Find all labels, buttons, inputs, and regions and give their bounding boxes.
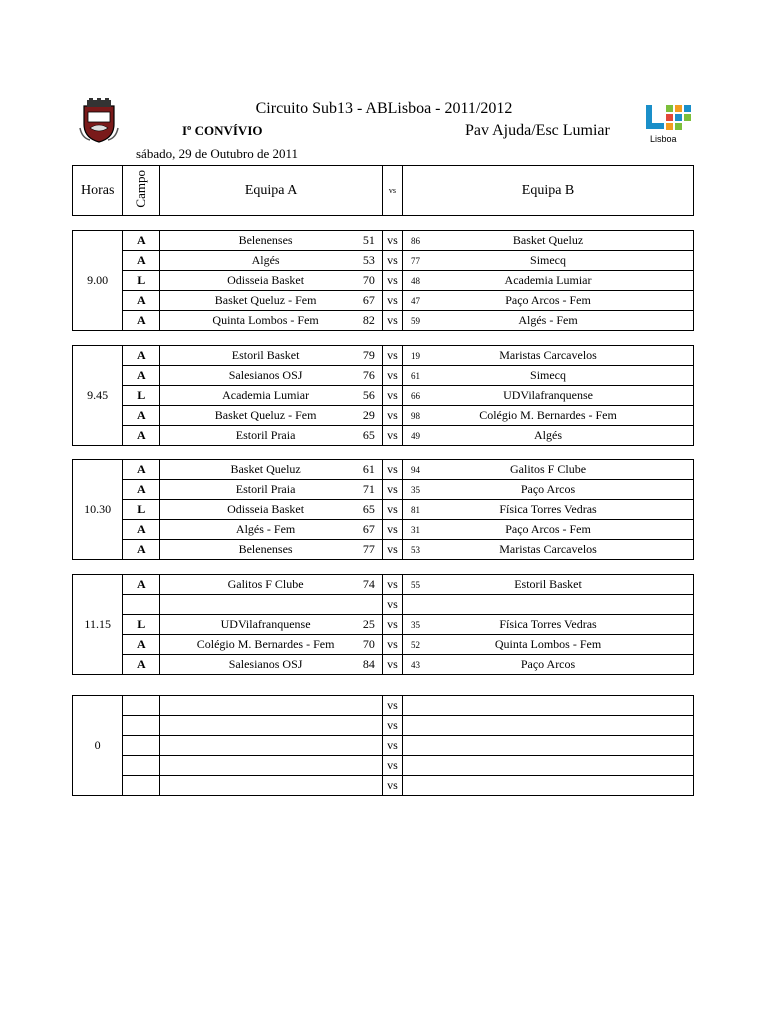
team-b-cell	[403, 251, 694, 271]
game-row	[73, 291, 694, 311]
game-row	[73, 716, 694, 736]
vs-cell: vs	[382, 500, 402, 520]
campo-cell: A	[123, 460, 160, 480]
team-b-cell	[403, 460, 694, 480]
team-b-score: 77	[411, 255, 421, 266]
vs-cell: vs	[382, 696, 402, 716]
team-a-name: Salesianos OSJ	[228, 657, 303, 671]
team-a-cell	[160, 635, 383, 655]
team-b-cell	[403, 615, 694, 635]
campo-cell: A	[123, 251, 160, 271]
campo-cell: A	[123, 426, 160, 446]
team-a-cell	[160, 251, 383, 271]
team-a-cell	[160, 406, 383, 426]
campo-cell: A	[123, 540, 160, 560]
team-a-name: Odisseia Basket	[227, 273, 305, 287]
team-b-name: Algés - Fem	[518, 313, 578, 327]
campo-cell: A	[123, 635, 160, 655]
team-a-cell	[160, 500, 383, 520]
team-b-name: Física Torres Vedras	[499, 617, 597, 631]
team-b-cell	[403, 426, 694, 446]
vs-cell: vs	[382, 480, 402, 500]
team-a-name: Galitos F Clube	[227, 577, 304, 591]
time-cell: 10.30	[73, 460, 123, 560]
game-row	[73, 575, 694, 595]
team-a-name: Algés	[251, 253, 280, 267]
campo-cell: A	[123, 291, 160, 311]
vs-cell: vs	[382, 520, 402, 540]
team-b-cell	[403, 655, 694, 675]
team-b-score: 31	[411, 524, 421, 535]
vs-cell: vs	[382, 386, 402, 406]
campo-cell: A	[123, 655, 160, 675]
game-row	[73, 520, 694, 540]
time-block-1	[72, 345, 694, 446]
team-a-cell	[160, 575, 383, 595]
team-b-cell	[403, 696, 694, 716]
team-a-cell	[160, 655, 383, 675]
team-a-score: 76	[362, 368, 375, 382]
team-b-cell	[403, 366, 694, 386]
team-a-name: Academia Lumiar	[222, 388, 310, 402]
team-a-cell	[160, 366, 383, 386]
team-a-score: 82	[362, 313, 375, 327]
team-a-cell	[160, 696, 383, 716]
team-b-name: Maristas Carcavelos	[499, 348, 597, 362]
game-row	[73, 756, 694, 776]
team-b-name: Paço Arcos - Fem	[505, 522, 591, 536]
game-row	[73, 406, 694, 426]
team-a-name: Salesianos OSJ	[228, 368, 303, 382]
campo-cell	[123, 776, 160, 796]
team-b-cell	[403, 540, 694, 560]
header-vs: vs	[382, 166, 402, 216]
team-a-name: Belenenses	[238, 233, 293, 247]
column-header-table	[72, 165, 694, 216]
team-b-score: 86	[411, 235, 421, 246]
vs-cell: vs	[382, 635, 402, 655]
team-b-name: Paço Arcos	[520, 657, 576, 671]
team-b-score: 47	[411, 295, 421, 306]
event-date: sábado, 29 de Outubro de 2011	[136, 146, 298, 161]
team-b-score: 61	[411, 370, 421, 381]
team-a-score: 77	[362, 542, 375, 556]
team-b-cell	[403, 520, 694, 540]
campo-cell: A	[123, 480, 160, 500]
team-a-cell	[160, 480, 383, 500]
team-b-cell	[403, 716, 694, 736]
team-b-cell	[403, 500, 694, 520]
vs-cell: vs	[382, 231, 402, 251]
team-a-name: Estoril Praia	[235, 428, 296, 442]
team-a-score: 29	[362, 408, 375, 422]
team-a-cell	[160, 426, 383, 446]
time-block-4	[72, 695, 694, 796]
team-b-name: Simecq	[530, 253, 567, 267]
team-b-name: Simecq	[530, 368, 567, 382]
team-a-score: 67	[362, 522, 375, 536]
team-b-name: Estoril Basket	[514, 577, 582, 591]
game-row	[73, 311, 694, 331]
team-b-score: 48	[411, 275, 421, 286]
campo-cell: A	[123, 311, 160, 331]
team-a-score: 84	[362, 657, 375, 671]
team-b-score: 66	[411, 390, 421, 401]
page-title: Circuito Sub13 - ABLisboa - 2011/2012	[255, 100, 513, 117]
time-block-3	[72, 574, 694, 675]
team-b-score: 49	[411, 430, 421, 441]
vs-cell: vs	[382, 736, 402, 756]
campo-cell	[123, 756, 160, 776]
campo-cell: A	[123, 366, 160, 386]
game-row	[73, 251, 694, 271]
team-a-name: Odisseia Basket	[227, 502, 305, 516]
team-b-cell	[403, 756, 694, 776]
vs-cell: vs	[382, 251, 402, 271]
vs-cell: vs	[382, 575, 402, 595]
campo-cell: A	[123, 406, 160, 426]
team-b-name: Física Torres Vedras	[499, 502, 597, 516]
campo-cell	[123, 716, 160, 736]
team-b-cell	[403, 271, 694, 291]
team-b-name: Paço Arcos - Fem	[505, 293, 591, 307]
team-b-cell	[403, 291, 694, 311]
campo-cell	[123, 696, 160, 716]
time-cell: 9.45	[73, 346, 123, 446]
team-a-score: 53	[362, 253, 375, 267]
campo-cell	[123, 736, 160, 756]
team-b-score: 52	[411, 639, 421, 650]
convivio-label: Iº CONVÍVIO	[182, 123, 263, 138]
team-b-cell	[403, 776, 694, 796]
team-a-cell	[160, 520, 383, 540]
team-a-score: 25	[362, 617, 375, 631]
team-b-cell	[403, 346, 694, 366]
header-campo	[123, 166, 160, 216]
team-b-score: 35	[411, 619, 421, 630]
vs-cell: vs	[382, 756, 402, 776]
team-a-name: UDVilafranquense	[220, 617, 311, 631]
game-row	[73, 615, 694, 635]
vs-cell: vs	[382, 311, 402, 331]
vs-cell: vs	[382, 460, 402, 480]
venue-label: Pav Ajuda/Esc Lumiar	[465, 122, 610, 139]
team-a-cell	[160, 756, 383, 776]
team-a-cell	[160, 716, 383, 736]
campo-cell: A	[123, 346, 160, 366]
team-a-score: 79	[362, 348, 375, 362]
team-a-score: 65	[362, 502, 375, 516]
vs-cell: vs	[382, 615, 402, 635]
team-b-cell	[403, 635, 694, 655]
time-block-0	[72, 230, 694, 331]
team-a-name: Estoril Basket	[231, 348, 300, 362]
game-row	[73, 655, 694, 675]
campo-cell	[123, 595, 160, 615]
team-b-score: 59	[411, 315, 421, 326]
header-campo-label: Campo	[133, 169, 149, 208]
team-a-name: Basket Queluz - Fem	[214, 293, 317, 307]
team-a-cell	[160, 615, 383, 635]
team-b-cell	[403, 736, 694, 756]
header-horas: Horas	[73, 166, 123, 216]
team-b-cell	[403, 231, 694, 251]
team-a-name: Estoril Praia	[235, 482, 296, 496]
time-cell: 9.00	[73, 231, 123, 331]
team-b-score: 55	[411, 579, 421, 590]
vs-cell: vs	[382, 291, 402, 311]
vs-cell: vs	[382, 716, 402, 736]
game-row	[73, 696, 694, 716]
campo-cell: A	[123, 520, 160, 540]
team-a-name: Basket Queluz - Fem	[214, 408, 317, 422]
vs-cell: vs	[382, 366, 402, 386]
team-a-score: 71	[362, 482, 375, 496]
team-b-score: 43	[411, 659, 421, 670]
team-a-cell	[160, 311, 383, 331]
team-a-score: 67	[362, 293, 375, 307]
team-a-cell	[160, 460, 383, 480]
team-b-cell	[403, 480, 694, 500]
team-a-name: Quinta Lombos - Fem	[212, 313, 319, 327]
team-b-score: 81	[411, 504, 421, 515]
team-a-name: Basket Queluz	[230, 462, 301, 476]
team-a-score: 70	[362, 273, 375, 287]
header-equipa-b: Equipa B	[403, 166, 694, 216]
game-row	[73, 460, 694, 480]
team-b-name: Algés	[534, 428, 563, 442]
team-b-name: Maristas Carcavelos	[499, 542, 597, 556]
campo-cell: L	[123, 386, 160, 406]
team-a-score: 70	[362, 637, 375, 651]
vs-cell: vs	[382, 346, 402, 366]
team-b-cell	[403, 575, 694, 595]
team-a-name: Algés - Fem	[235, 522, 296, 536]
campo-cell: A	[123, 575, 160, 595]
team-a-cell	[160, 386, 383, 406]
team-b-score: 19	[411, 350, 421, 361]
game-row	[73, 271, 694, 291]
team-a-cell	[160, 271, 383, 291]
vs-cell: vs	[382, 406, 402, 426]
game-row	[73, 346, 694, 366]
team-b-score: 35	[411, 484, 421, 495]
team-b-name: Colégio M. Bernardes - Fem	[479, 408, 617, 422]
campo-cell: L	[123, 500, 160, 520]
game-row	[73, 540, 694, 560]
team-b-name: Academia Lumiar	[504, 273, 592, 287]
team-b-cell	[403, 406, 694, 426]
vs-cell: vs	[382, 271, 402, 291]
team-b-cell	[403, 311, 694, 331]
game-row	[73, 736, 694, 756]
game-row	[73, 776, 694, 796]
game-row	[73, 595, 694, 615]
header-equipa-a: Equipa A	[160, 166, 383, 216]
game-row	[73, 426, 694, 446]
team-a-cell	[160, 346, 383, 366]
team-a-cell	[160, 736, 383, 756]
team-b-name: Galitos F Clube	[510, 462, 587, 476]
team-a-score: 74	[362, 577, 375, 591]
team-b-score: 53	[411, 544, 421, 555]
vs-cell: vs	[382, 776, 402, 796]
game-row	[73, 480, 694, 500]
team-a-score: 56	[362, 388, 375, 402]
vs-cell: vs	[382, 655, 402, 675]
game-row	[73, 635, 694, 655]
time-cell: 11.15	[73, 575, 123, 675]
game-row	[73, 366, 694, 386]
time-block-2	[72, 459, 694, 560]
campo-cell: L	[123, 271, 160, 291]
team-a-cell	[160, 540, 383, 560]
team-b-score: 98	[411, 410, 421, 421]
time-cell: 0	[73, 696, 123, 796]
game-row	[73, 500, 694, 520]
team-b-score: 94	[411, 464, 421, 475]
team-b-name: Basket Queluz	[512, 233, 584, 247]
team-a-cell	[160, 291, 383, 311]
game-row	[73, 386, 694, 406]
team-a-score: 61	[362, 462, 375, 476]
team-a-cell	[160, 231, 383, 251]
team-b-name: UDVilafranquense	[503, 388, 593, 402]
team-a-name: Colégio M. Bernardes - Fem	[196, 637, 335, 651]
logo-text: Lisboa	[650, 134, 677, 144]
team-a-score: 65	[362, 428, 375, 442]
team-b-name: Paço Arcos	[520, 482, 576, 496]
campo-cell: L	[123, 615, 160, 635]
team-a-name: Belenenses	[238, 542, 293, 556]
team-a-score: 51	[362, 233, 375, 247]
team-b-name: Quinta Lombos - Fem	[494, 637, 602, 651]
team-b-cell	[403, 595, 694, 615]
campo-cell: A	[123, 231, 160, 251]
vs-cell: vs	[382, 426, 402, 446]
vs-cell: vs	[382, 595, 402, 615]
game-row	[73, 231, 694, 251]
vs-cell: vs	[382, 540, 402, 560]
team-a-cell	[160, 776, 383, 796]
team-b-cell	[403, 386, 694, 406]
team-a-cell	[160, 595, 383, 615]
